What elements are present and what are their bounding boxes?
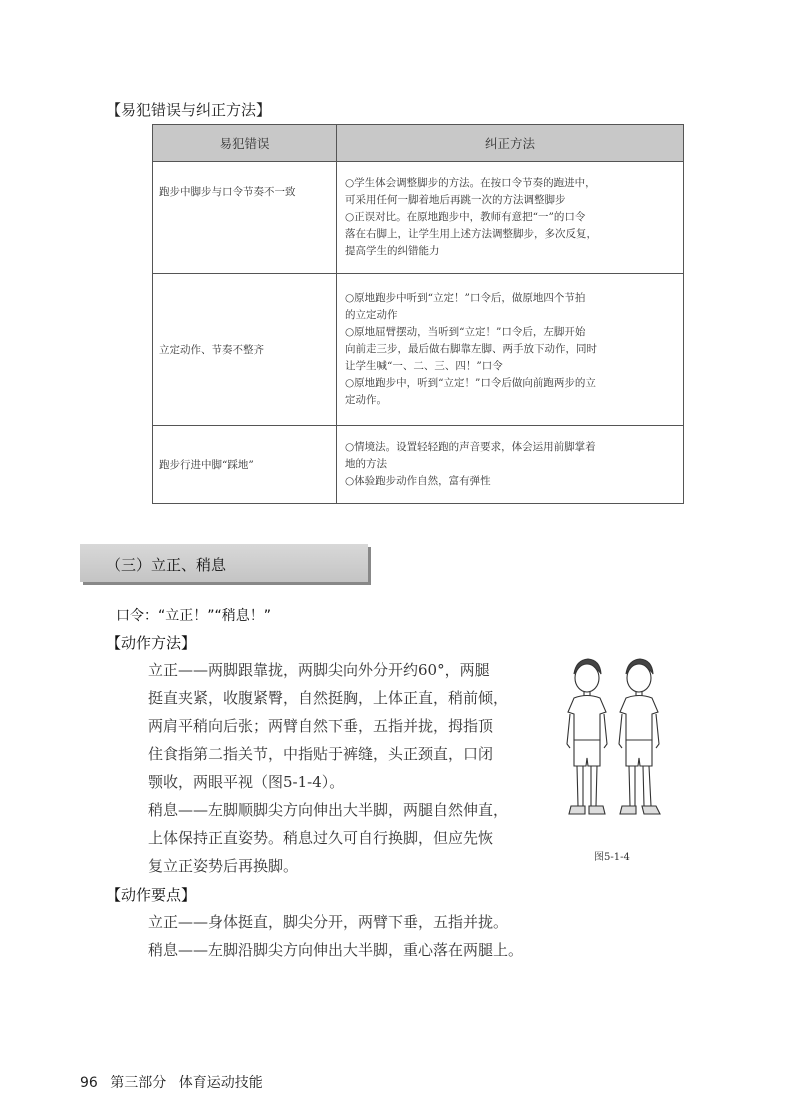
header-correction: 纠正方法 <box>337 125 684 162</box>
method-line: 两肩平稍向后张；两臂自然下垂，五指并拢，拇指顶 <box>148 717 494 735</box>
correction-line: 可采用任何一脚着地后再跳一次的方法调整脚步 <box>345 194 566 206</box>
figure-caption: 图5-1-4 <box>594 852 630 863</box>
correction-line: 地的方法 <box>345 458 387 470</box>
standing-students-illustration <box>556 652 676 832</box>
key-point-line: 稍息——左脚沿脚尖方向伸出大半脚，重心落在两腿上。 <box>148 941 524 959</box>
correction-line: 让学生喊“一、二、三、四！”口令 <box>345 360 503 372</box>
method-label: 【动作方法】 <box>106 634 197 652</box>
table-header-row <box>153 125 684 162</box>
correction-line: 提高学生的纠错能力 <box>345 245 440 257</box>
error-correction-table <box>152 124 684 504</box>
correction-line: 的立定动作 <box>345 309 398 321</box>
method-line: 住食指第二指关节，中指贴于裤缝，头正颈直，口闭 <box>148 745 494 763</box>
footer-chapter: 体育运动技能 <box>178 1075 263 1091</box>
correction-cell <box>337 162 684 274</box>
key-points-label: 【动作要点】 <box>106 886 197 904</box>
table-row <box>153 274 684 426</box>
correction-line: ○情境法。设置轻轻跑的声音要求，体会运用前脚掌着 <box>345 441 596 453</box>
correction-line: 定动作。 <box>345 394 387 406</box>
method-line: 挺直夹紧，收腹紧臀，自然挺胸，上体正直，稍前倾， <box>148 689 509 707</box>
mistake-cell: 跑步中脚步与口令节奏不一致 <box>153 162 337 274</box>
section-title: 【易犯错误与纠正方法】 <box>106 101 272 119</box>
page-number: 96 <box>80 1075 98 1091</box>
method-line: 复立正姿势后再换脚。 <box>148 857 299 875</box>
correction-cell <box>337 274 684 426</box>
method-line: 立正——两脚跟靠拢，两脚尖向外分开约60°，两腿 <box>148 661 490 679</box>
table-row <box>153 426 684 504</box>
correction-line: ○体验跑步动作自然，富有弹性 <box>345 475 491 487</box>
correction-line: 落在右脚上，让学生用上述方法调整脚步，多次反复， <box>345 228 597 240</box>
correction-line: ○原地跑步中，听到“立定！”口令后做向前跑两步的立 <box>345 377 596 389</box>
correction-line: ○学生体会调整脚步的方法。在按口令节奏的跑进中， <box>345 177 596 189</box>
method-line: 颚收，两眼平视（图5-1-4）。 <box>148 773 345 791</box>
mistake-cell: 跑步行进中脚“踩地” <box>153 426 337 504</box>
page-footer <box>80 1072 263 1092</box>
mistake-cell: 立定动作、节奏不整齐 <box>153 274 337 426</box>
subsection-title: （三）立正、稍息 <box>106 556 227 574</box>
correction-line: 向前走三步，最后做右脚靠左脚、两手放下动作，同时 <box>345 343 597 355</box>
table-row <box>153 162 684 274</box>
correction-cell <box>337 426 684 504</box>
key-point-line: 立正——身体挺直，脚尖分开，两臂下垂，五指并拢。 <box>148 913 509 931</box>
correction-line: ○原地跑步中听到“立定！”口令后，做原地四个节拍 <box>345 292 586 304</box>
method-line: 上体保持正直姿势。稍息过久可自行换脚，但应先恢 <box>148 829 494 847</box>
command-line: 口令：“立正！”“稍息！” <box>116 608 272 624</box>
method-line: 稍息——左脚顺脚尖方向伸出大半脚，两腿自然伸直， <box>148 801 509 819</box>
correction-line: ○原地屈臂摆动，当听到“立定！”口令后，左脚开始 <box>345 326 586 338</box>
footer-part: 第三部分 <box>110 1075 167 1091</box>
header-mistake: 易犯错误 <box>153 125 337 162</box>
correction-line: ○正误对比。在原地跑步中，教师有意把“一”的口令 <box>345 211 586 223</box>
